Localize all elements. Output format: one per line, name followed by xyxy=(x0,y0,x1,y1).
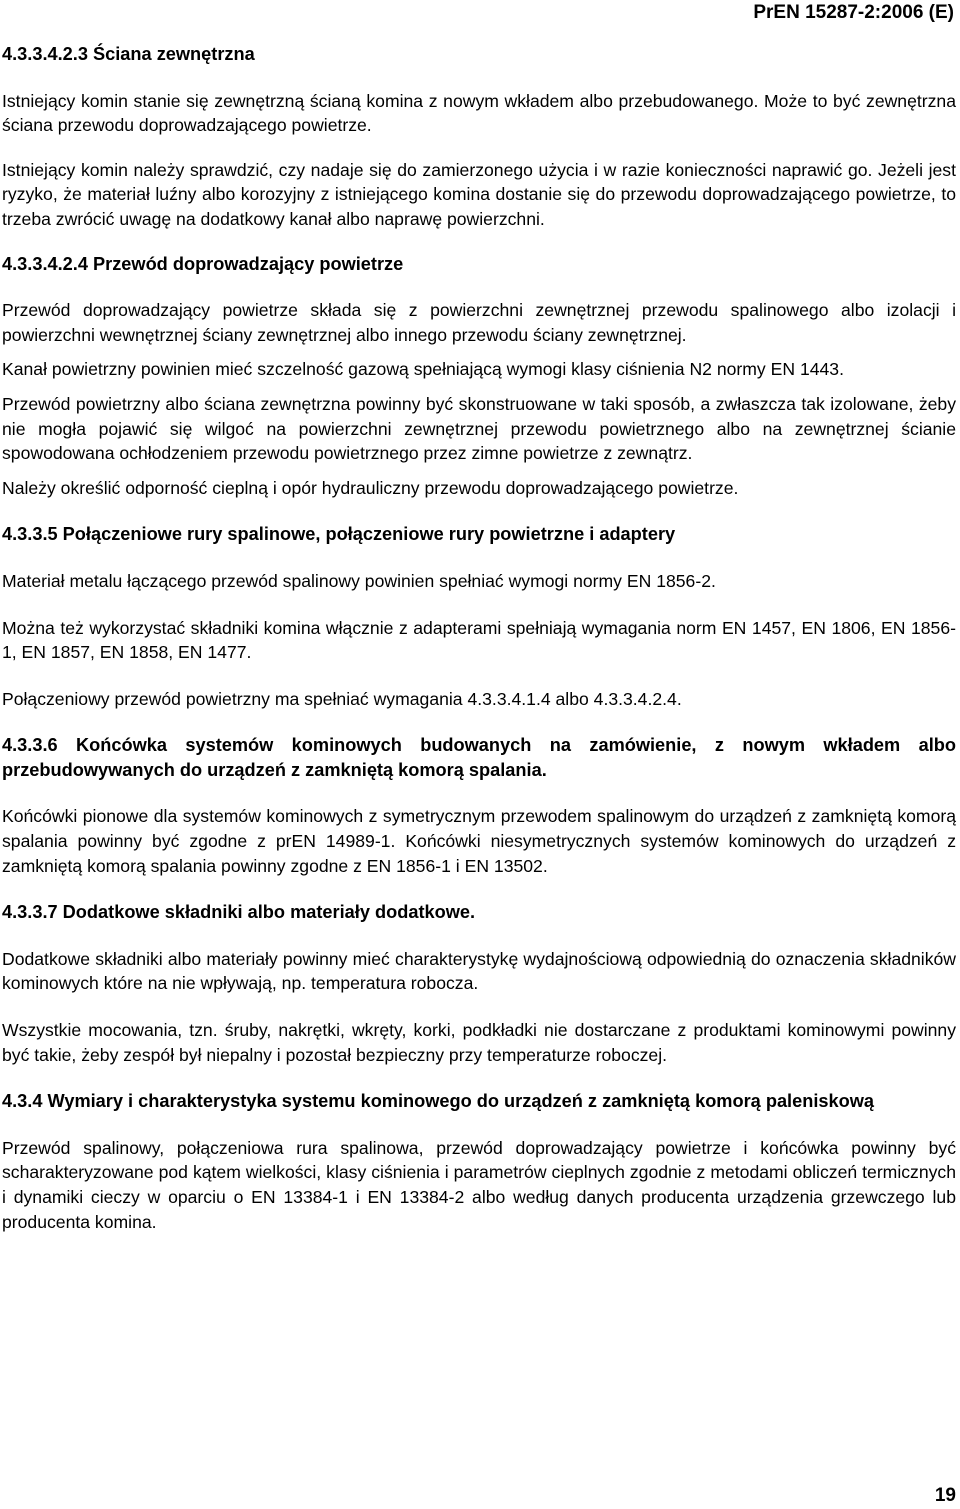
section-heading-4-3-3-5: 4.3.3.5 Połączeniowe rury spalinowe, połączeniowe rury powietrzne i adaptery xyxy=(2,524,676,545)
body-paragraph: Można też wykorzystać składniki komina włącznie z adapterami spełniają wymagania norm EN 1457, EN 1806, EN 1856-1, EN 1857, EN 1858, EN 1477. xyxy=(2,617,956,663)
document-body xyxy=(2,42,956,1234)
body-paragraph: Końcówki pionowe dla systemów kominowych z symetrycznym przewodem spalinowym do urządzeń z zamkniętą komorą spalania powinny być zgodne z prEN 14989-1. Końcówki niesymetrycznych systemów kominowych do urządzeń z zamkniętą komorą spalania powinny zgodne z EN 1856-1 i EN 13502. xyxy=(2,806,956,876)
section-heading-4-3-3-6: 4.3.3.6 Końcówka systemów kominowych budowanych na zamówienie, z nowym wkładem albo przebudowywanych do urządzeń z zamkniętą komorą spalania. xyxy=(2,735,956,780)
body-paragraph: Należy określić odporność cieplną i opór hydrauliczny przewodu doprowadzającego powietrze. xyxy=(2,477,739,498)
body-paragraph: Przewód spalinowy, połączeniowa rura spalinowa, przewód doprowadzający powietrze i końcówka powinny być scharakteryzowane pod kątem wielkości, klasy ciśnienia i parametrów cieplnych zgodnie z metodami obliczeń termicznych i dynamiki cieczy w oparciu o EN 13384-1 i EN 13384-2 albo według danych producenta urządzenia grzewczego lub producenta komina. xyxy=(2,1137,956,1232)
body-paragraph: Przewód powietrzny albo ściana zewnętrzna powinny być skonstruowane w taki sposób, a zwłaszcza tak izolowane, żeby nie mogła pojawić się wilgoć na powierzchni zewnętrznej przewodu powietrznego albo na zewnętrznej ścianie spowodowana ochłodzeniem przewodu powietrznego przez zimne powietrze z zewnątrz. xyxy=(2,393,956,464)
section-heading-4-3-3-4-2-3: 4.3.3.4.2.3 Ściana zewnętrzna xyxy=(2,44,255,64)
document-code: PrEN 15287-2:2006 (E) xyxy=(753,2,954,23)
body-paragraph: Materiał metalu łączącego przewód spalinowy powinien spełniać wymogi normy EN 1856-2. xyxy=(2,570,716,591)
section-heading-4-3-3-4-2-4: 4.3.3.4.2.4 Przewód doprowadzający powietrze xyxy=(2,253,404,274)
body-paragraph: Istniejący komin należy sprawdzić, czy nadaje się do zamierzonego użycia i w razie konieczności naprawić go. Jeżeli jest ryzyko, że materiał luźny albo korozyjny z istniejącego komina dostanie się do przewodu doprowadzającego powietrze, to trzeba zwrócić uwagę na dodatkowy kanał albo naprawę powierzchni. xyxy=(2,159,956,229)
section-heading-4-3-3-7: 4.3.3.7 Dodatkowe składniki albo materiały dodatkowe. xyxy=(2,902,476,923)
body-paragraph: Wszystkie mocowania, tzn. śruby, nakrętki, wkręty, korki, podkładki nie dostarczane z produktami kominowymi powinny być takie, żeby zespół był niepalny i pozostał bezpieczny przy temperaturze roboczej. xyxy=(2,1020,956,1065)
body-paragraph: Połączeniowy przewód powietrzny ma spełniać wymagania 4.3.3.4.1.4 albo 4.3.3.4.2.4. xyxy=(2,688,682,709)
page-number: 19 xyxy=(934,1485,956,1506)
section-heading-4-3-4: 4.3.4 Wymiary i charakterystyka systemu kominowego do urządzeń z zamkniętą komorą paleniskową xyxy=(2,1091,874,1112)
body-paragraph: Kanał powietrzny powinien mieć szczelność gazową spełniającą wymogi klasy ciśnienia N2 normy EN 1443. xyxy=(2,359,844,380)
body-paragraph: Przewód doprowadzający powietrze składa się z powierzchni zewnętrznej przewodu spalinowego albo izolacji i powierzchni wewnętrznej ściany zewnętrznej albo innego przewodu ściany zewnętrznej. xyxy=(2,300,956,345)
body-paragraph: Dodatkowe składniki albo materiały powinny mieć charakterystykę wydajnościową odpowiednią do oznaczenia składników kominowych które na nie wpływają, np. temperatura robocza. xyxy=(2,948,956,994)
body-paragraph: Istniejący komin stanie się zewnętrzną ścianą komina z nowym wkładem albo przebudowanego. Może to być zewnętrzna ściana przewodu doprowadzającego powietrze. xyxy=(2,90,956,136)
